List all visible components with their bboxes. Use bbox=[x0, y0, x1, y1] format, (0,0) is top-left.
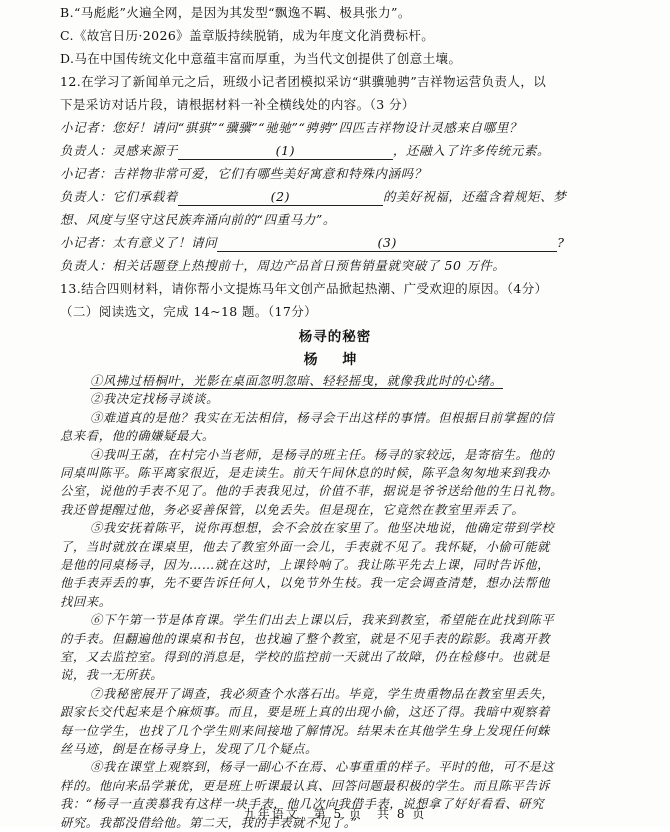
option-d: D.马在中国传统文化中意蕴丰富而厚重，为当代文创提供了创意土壤。 bbox=[60, 51, 462, 66]
article-line-p7-4: 丝马迹，倒是在杨寻身上，发现了几个疑点。 bbox=[60, 742, 318, 756]
article-line-p3-1: ③难道真的是他？我实在无法相信，杨寻会干出这样的事情。但根据目前掌握的信 bbox=[90, 410, 555, 425]
q13-stem: 13.结合四则材料，请你帮小文提炼马年文创产品掀起热潮、广受欢迎的原因。（4分） bbox=[60, 281, 548, 296]
q12-dialog-line4-pre: 负责人：它们承载着 bbox=[60, 189, 178, 204]
article-line-p6-1: ⑥下午第一节是体育课。学生们出去上课以后，我来到教室，希望能在此找到陈平 bbox=[90, 613, 555, 628]
q12-stem-line1: 12.在学习了新闻单元之后，班级小记者团模拟采访“骐骥驰骋”吉祥物运营负责人，以 bbox=[60, 74, 547, 89]
article-line-p5-4: 他手表弄丢的事，先不要告诉任何人，以免节外生枝。我一定会调查清楚，想办法帮他 bbox=[60, 576, 551, 591]
article-line-p4-4: 我还曾提醒过他，务必妥善保管，以免丢失。但是现在，它竟然在教室里弄丢了。 bbox=[60, 502, 525, 517]
article-line-p1 bbox=[90, 372, 630, 390]
q12-dialog-line6-pre: 小记者：太有意义了！请问 bbox=[60, 235, 218, 250]
article-line-p8-2: 样的。他向来品学兼优，更是班上听课最认真、回答问题最积极的学生。而且陈平告诉 bbox=[60, 778, 551, 793]
article-line-p5-1: ⑤我安抚着陈平，说你再想想，会不会放在家里了。他坚决地说，他确定带到学校 bbox=[90, 521, 555, 536]
article-line-p2: ②我决定找杨寻谈谈。 bbox=[90, 392, 219, 407]
article-line-p3-2: 息来看，他的确嫌疑最大。 bbox=[60, 429, 215, 444]
article-line-p7-3: 每一位学生，也找了几个学生则来间接地了解情况。结果未在其他学生身上发现任何蛛 bbox=[60, 723, 551, 738]
q12-dialog-line4 bbox=[60, 186, 630, 208]
article-line-p4-2: 同桌叫陈平。陈平离家很近，是走读生。前天午间休息的时候，陈平急匆匆地来到我办 bbox=[60, 466, 551, 480]
paragraph-1-underlined: ①风拂过梧桐叶，光影在桌面忽明忽暗、轻轻摇曳，就像我此时的心绪。 bbox=[90, 374, 503, 388]
article-line-p8-3: 我：“杨寻一直羡慕我有这样一块手表，他几次向我借手表，说想拿了好好看看、研究 bbox=[60, 797, 545, 812]
article-line-p7-2: 跟家长交代起来是个麻烦事。而且，要是班上真的出现小偷，这还了得。我暗中观察着 bbox=[60, 705, 551, 720]
option-c: C.《故宫日历·2026》盖章版持续脱销，成为年度文化消费标杆。 bbox=[60, 28, 435, 43]
article-line-p5-2: 了，当时就放在课桌里，他去了教室外面一会儿，手表就不见了。我怀疑，小偷可能就 bbox=[60, 539, 551, 554]
q12-dialog-line4-post: 的美好祝福，还蕴含着规矩、梦 bbox=[382, 189, 567, 204]
answer-blank-3[interactable]: (3) bbox=[217, 235, 557, 252]
article-line-p7-1: ⑦我秘密展开了调查，我必须查个水落石出。毕竟，学生贵重物品在教室里丢失， bbox=[90, 686, 555, 701]
article-line-p6-4: 说，我一无所获。 bbox=[60, 668, 164, 683]
article-line-p4-3: 公室，说他的手表不见了。他的手表我见过，价值不菲，据说是爷爷送给他的生日礼物。 bbox=[60, 484, 563, 499]
section-2-heading: （二）阅读选文，完成 14~18 题。（17分） bbox=[60, 304, 317, 319]
article-line-p4-1: ④我叫王菡，在村完小当老师，是杨寻的班主任。杨寻的家较远，是寄宿生。他的 bbox=[90, 447, 555, 462]
article-line-p8-4: 研究。我都没借给他。第二天，我的手表就不见了。” bbox=[60, 815, 358, 830]
article-line-p8-1: ⑧我在课堂上观察到，杨寻一副心不在焉、心事重重的样子。平时的他，可不是这 bbox=[90, 760, 555, 775]
article-author: 杨 坤 bbox=[303, 352, 367, 368]
page-footer: 九年语文 第 5 页 共 8 页 bbox=[243, 807, 427, 821]
article-title: 杨寻的秘密 bbox=[298, 329, 372, 345]
q12-dialog-line2 bbox=[60, 140, 630, 162]
q12-stem-line2: 下是采访对话片段，请根据材料一补全横线处的内容。（3 分） bbox=[60, 97, 415, 112]
q12-dialog-line2-pre: 负责人：灵感来源于 bbox=[60, 143, 178, 158]
q12-dialog-line3: 小记者：吉祥物非常可爱，它们有哪些美好寓意和特殊内涵吗？ bbox=[60, 166, 427, 181]
article-line-p5-3: 是他的同桌杨寻，因为……就在这时，上课铃响了。我让陈平先去上课，同时告诉他， bbox=[60, 558, 551, 572]
article-line-p6-3: 室，又去监控室。得到的消息是，学校的监控前一天就出了故障，仍在检修中。也就是 bbox=[60, 650, 551, 664]
q12-dialog-line5: 想、风度与坚守这民族奔涌向前的“四重马力”。 bbox=[60, 212, 336, 227]
q12-dialog-line1: 小记者：您好！请问“骐骐”“骥骥”“驰驰”“骋骋”四匹吉祥物设计灵感来自哪里？ bbox=[60, 120, 523, 135]
q12-dialog-line2-post: ，还融入了许多传统元素。 bbox=[392, 143, 551, 158]
answer-blank-2[interactable]: (2) bbox=[178, 189, 383, 206]
article-line-p6-2: 的手表。但翻遍他的课桌和书包，也找遍了整个教室，就是不见手表的踪影。我离开教 bbox=[60, 631, 551, 646]
article-line-p5-5: 找回来。 bbox=[60, 594, 112, 609]
option-b: B.“马彪彪”火遍全网，是因为其发型“飘逸不羁、极具张力”。 bbox=[60, 5, 411, 20]
q12-dialog-line7: 负责人：相关话题登上热搜前十，周边产品首日预售销量就突破了 50 万件。 bbox=[60, 258, 506, 273]
q12-dialog-line6-post: ? bbox=[557, 235, 565, 250]
q12-dialog-line6 bbox=[60, 232, 630, 254]
answer-blank-1[interactable]: (1) bbox=[178, 143, 393, 160]
